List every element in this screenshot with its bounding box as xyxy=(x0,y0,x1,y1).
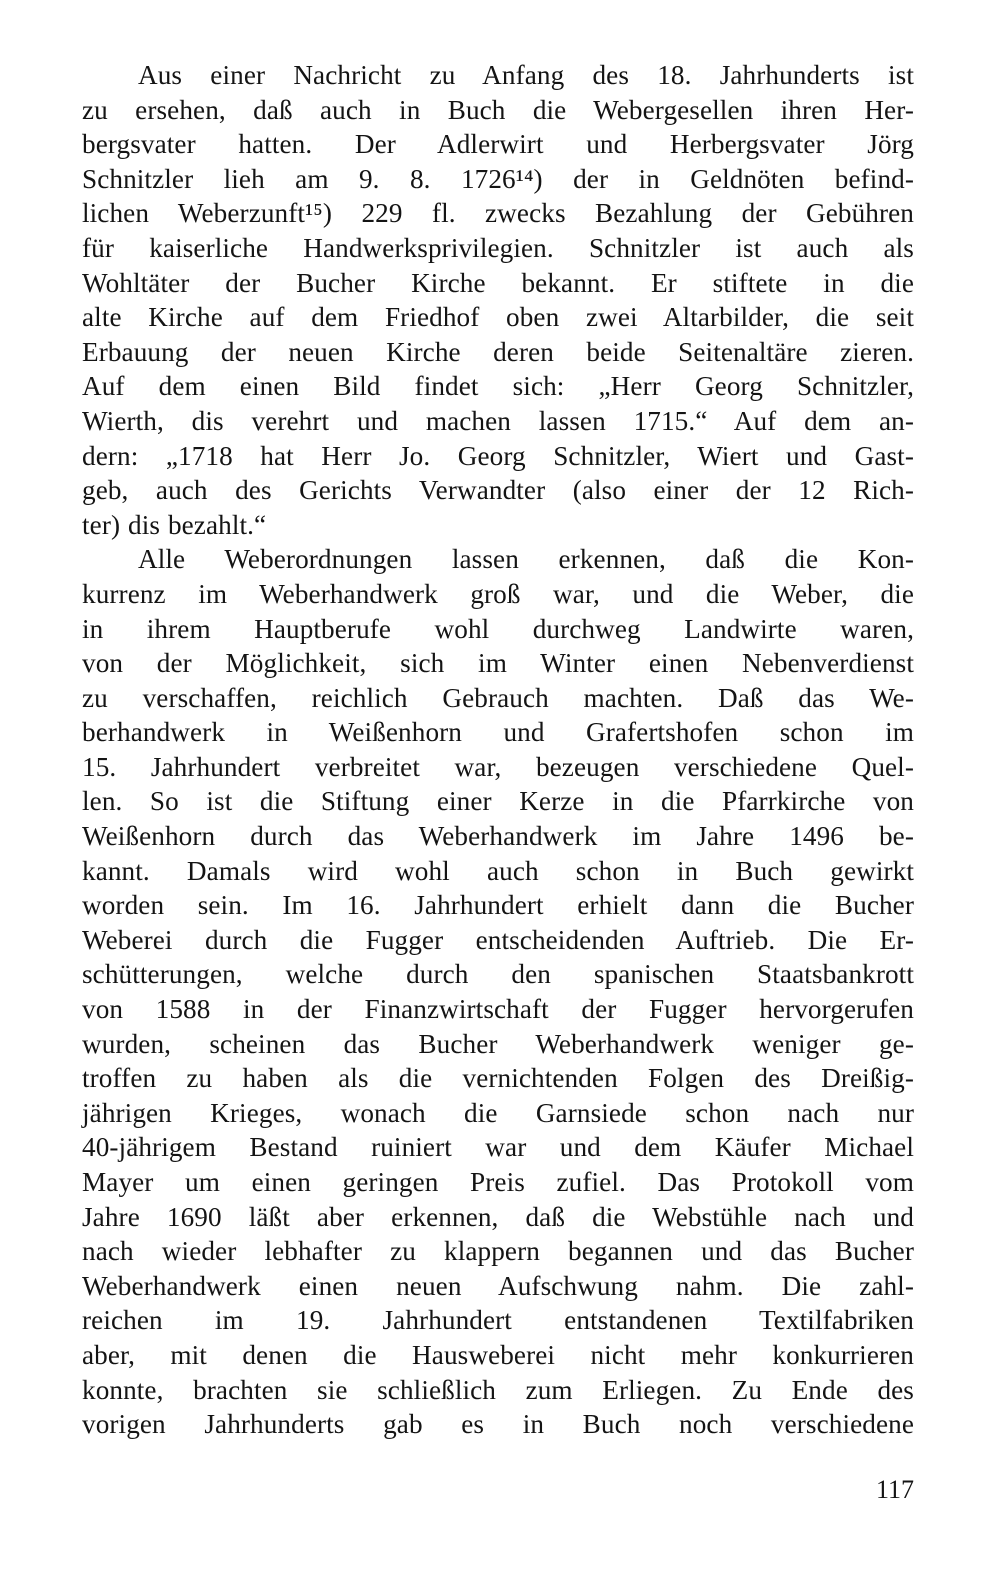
text-line: 40-jährigem Bestand ruiniert war und dem Käufer Michael xyxy=(82,1132,914,1163)
text-line: kannt. Damals wird wohl auch schon in Buch gewirkt xyxy=(82,855,914,886)
text-line: Weberhandwerk einen neuen Aufschwung nahm. Die zahl- xyxy=(82,1270,914,1301)
text-line: Auf dem einen Bild findet sich: „Herr Georg Schnitzler, xyxy=(82,371,914,402)
text-line: aber, mit denen die Hausweberei nicht mehr konkurrieren xyxy=(82,1339,914,1370)
text-line: ter) dis bezahlt.“ xyxy=(82,509,267,540)
text-line: Mayer um einen geringen Preis zufiel. Das Protokoll vom xyxy=(82,1167,914,1197)
text-line: nach wieder lebhafter zu klappern begannen und das Bucher xyxy=(82,1236,914,1267)
text-line: jährigen Krieges, wonach die Garnsiede schon nach nur xyxy=(82,1097,914,1128)
text-line: Alle Weberordnungen lassen erkennen, daß die Kon- xyxy=(138,544,914,575)
text-line: 15. Jahrhundert verbreitet war, bezeugen verschiedene Quel- xyxy=(82,751,914,782)
text-line: wurden, scheinen das Bucher Weberhandwerk weniger ge- xyxy=(82,1028,914,1059)
text-line: vorigen Jahrhunderts gab es in Buch noch verschiedene xyxy=(82,1409,914,1440)
text-line: bergsvater hatten. Der Adlerwirt und Herbergsvater Jörg xyxy=(82,129,914,160)
text-line: len. So ist die Stiftung einer Kerze in die Pfarrkirche von xyxy=(82,786,914,817)
text-line: geb, auch des Gerichts Verwandter (also einer der 12 Rich- xyxy=(82,475,914,506)
page-number: 117 xyxy=(875,1475,914,1504)
text-line: alte Kirche auf dem Friedhof oben zwei Altarbilder, die seit xyxy=(82,302,914,333)
text-line: konnte, brachten sie schließlich zum Erliegen. Zu Ende des xyxy=(82,1374,914,1405)
text-line: Weberei durch die Fugger entscheidenden Auftrieb. Die Er- xyxy=(82,924,914,955)
text-line: Weißenhorn durch das Weberhandwerk im Jahre 1496 be- xyxy=(82,821,914,852)
text-line: von 1588 in der Finanzwirtschaft der Fugger hervorgerufen xyxy=(82,994,914,1025)
text-line: Wohltäter der Bucher Kirche bekannt. Er stiftete in die xyxy=(82,267,914,298)
text-line: Aus einer Nachricht zu Anfang des 18. Jahrhunderts ist xyxy=(138,60,914,90)
text-line: dern: „1718 hat Herr Jo. Georg Schnitzler, Wiert und Gast- xyxy=(82,440,914,471)
text-line: berhandwerk in Weißenhorn und Grafertshofen schon im xyxy=(82,717,914,748)
text-line: Wierth, dis verehrt und machen lassen 1715.“ Auf dem an- xyxy=(82,405,914,436)
text-line: von der Möglichkeit, sich im Winter einen Nebenverdienst xyxy=(82,648,914,679)
text-line: Erbauung der neuen Kirche deren beide Seitenaltäre zieren. xyxy=(82,336,914,367)
text-line: troffen zu haben als die vernichtenden Folgen des Dreißig- xyxy=(82,1063,914,1094)
text-line: zu verschaffen, reichlich Gebrauch machten. Daß das We- xyxy=(82,682,914,713)
text-line: Schnitzler lieh am 9. 8. 1726¹⁴) der in Geldnöten befind- xyxy=(82,163,914,194)
text-line: worden sein. Im 16. Jahrhundert erhielt dann die Bucher xyxy=(82,890,914,921)
text-line: reichen im 19. Jahrhundert entstandenen Textilfabriken xyxy=(82,1305,914,1336)
text-line: in ihrem Hauptberufe wohl durchweg Landwirte waren, xyxy=(82,613,914,644)
text-line: zu ersehen, daß auch in Buch die Webergesellen ihren Her- xyxy=(82,94,914,125)
text-line: lichen Weberzunft¹⁵) 229 fl. zwecks Bezahlung der Gebühren xyxy=(82,198,914,229)
text-line: Jahre 1690 läßt aber erkennen, daß die Webstühle nach und xyxy=(82,1201,914,1232)
text-line: kurrenz im Weberhandwerk groß war, und die Weber, die xyxy=(82,578,914,609)
text-line: für kaiserliche Handwerksprivilegien. Schnitzler ist auch als xyxy=(82,232,914,263)
body-text xyxy=(82,58,914,1442)
text-line: schütterungen, welche durch den spanischen Staatsbankrott xyxy=(82,959,914,990)
